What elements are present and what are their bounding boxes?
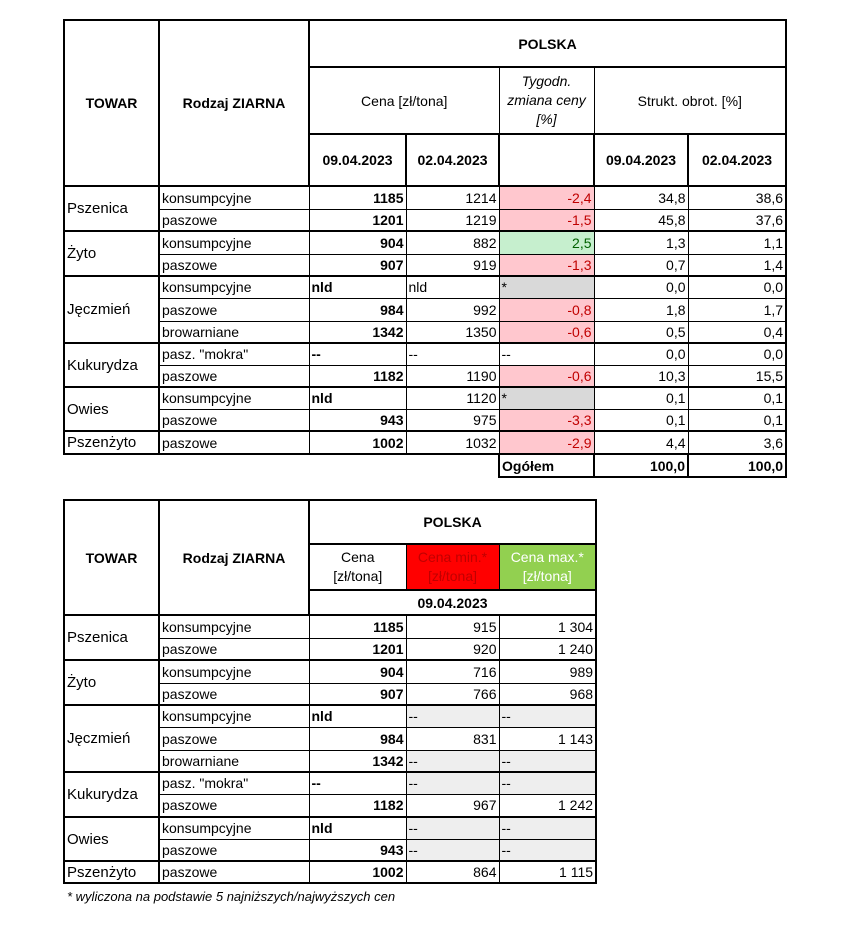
- cell-towar: Owies: [64, 817, 159, 861]
- price-range-table: [63, 499, 597, 884]
- table-row: [64, 186, 786, 209]
- cell-strukt-current: 0,1: [594, 387, 688, 409]
- cell-towar: Żyto: [64, 231, 159, 276]
- header-cena-min: [406, 544, 499, 590]
- price-table-weekly-body: [64, 186, 786, 477]
- cell-cena: 1182: [309, 794, 406, 817]
- table-row: [64, 615, 596, 638]
- table-row: [64, 660, 596, 683]
- cell-cena-previous: 1032: [406, 431, 499, 454]
- cell-towar: Jęczmień: [64, 705, 159, 772]
- cell-cena-min: 864: [406, 861, 499, 883]
- cell-cena-max: 989: [499, 660, 596, 683]
- cell-strukt-previous: 15,5: [688, 365, 786, 387]
- cell-cena-min: 915: [406, 615, 499, 638]
- cell-strukt-current: 34,8: [594, 186, 688, 209]
- cell-strukt-current: 0,0: [594, 343, 688, 365]
- total-row: [64, 454, 786, 477]
- cell-cena-previous: 1350: [406, 321, 499, 343]
- table-row: [64, 772, 596, 794]
- header-cena-line1: Cena: [341, 549, 375, 566]
- cell-towar: Kukurydza: [64, 343, 159, 387]
- cell-cena-previous: 975: [406, 409, 499, 431]
- cell-cena-previous: 1190: [406, 365, 499, 387]
- cell-cena: 1002: [309, 861, 406, 883]
- total-strukt-previous: 100,0: [688, 454, 786, 477]
- cell-cena: 1201: [309, 638, 406, 660]
- price-range-table-body: [64, 615, 596, 883]
- cell-rodzaj: konsumpcyjne: [159, 231, 309, 254]
- cell-cena-max: --: [499, 750, 596, 772]
- cell-cena: 943: [309, 839, 406, 861]
- cell-cena-max: 1 304: [499, 615, 596, 638]
- cell-zmiana-ceny: -1,5: [499, 209, 594, 231]
- cell-towar: Owies: [64, 387, 159, 431]
- price-table-weekly: [63, 19, 787, 478]
- header-struktura-obrotu: Strukt. obrot. [%]: [594, 67, 786, 134]
- cell-strukt-previous: 0,0: [688, 276, 786, 298]
- total-label: Ogółem: [499, 454, 594, 477]
- cell-rodzaj: konsumpcyjne: [159, 387, 309, 409]
- cell-cena-current: 904: [309, 231, 406, 254]
- cell-cena-current: 1201: [309, 209, 406, 231]
- cell-rodzaj: paszowe: [159, 727, 309, 750]
- cell-cena: 907: [309, 683, 406, 705]
- cell-cena-min: 831: [406, 727, 499, 750]
- cell-cena-previous: 919: [406, 254, 499, 276]
- cell-zmiana-ceny: -2,9: [499, 431, 594, 454]
- cell-cena-previous: 992: [406, 298, 499, 321]
- cell-rodzaj: konsumpcyjne: [159, 660, 309, 683]
- table-row: [64, 231, 786, 254]
- cell-towar: Pszenica: [64, 186, 159, 231]
- table-row: [64, 817, 596, 839]
- cell-cena-previous: --: [406, 343, 499, 365]
- header-max-line1: Cena max.*: [510, 549, 584, 566]
- total-row-spacer: [64, 454, 499, 477]
- cell-cena-max: 1 240: [499, 638, 596, 660]
- cell-cena-previous: 882: [406, 231, 499, 254]
- cell-rodzaj: paszowe: [159, 209, 309, 231]
- cell-cena-min: --: [406, 817, 499, 839]
- cell-cena-current: nld: [309, 276, 406, 298]
- cell-strukt-previous: 37,6: [688, 209, 786, 231]
- header-rodzaj-ziarna: Rodzaj ZIARNA: [159, 20, 309, 186]
- cell-zmiana-ceny: -3,3: [499, 409, 594, 431]
- cell-cena: nld: [309, 817, 406, 839]
- cell-cena-current: 984: [309, 298, 406, 321]
- cell-rodzaj: paszowe: [159, 254, 309, 276]
- cell-rodzaj: konsumpcyjne: [159, 705, 309, 727]
- table-row: [64, 298, 786, 321]
- cell-strukt-previous: 0,0: [688, 343, 786, 365]
- cell-strukt-previous: 0,1: [688, 387, 786, 409]
- cell-cena-current: 1185: [309, 186, 406, 209]
- cell-rodzaj: paszowe: [159, 861, 309, 883]
- table-row: [64, 254, 786, 276]
- cell-strukt-previous: 0,1: [688, 409, 786, 431]
- cell-zmiana-ceny: -0,8: [499, 298, 594, 321]
- cell-cena-min: --: [406, 705, 499, 727]
- cell-strukt-current: 1,8: [594, 298, 688, 321]
- cell-rodzaj: pasz. "mokra": [159, 772, 309, 794]
- cell-zmiana-ceny: --: [499, 343, 594, 365]
- cell-cena: nld: [309, 705, 406, 727]
- table-row: [64, 365, 786, 387]
- header-polska: POLSKA: [309, 20, 786, 67]
- header-rodzaj-ziarna: Rodzaj ZIARNA: [159, 500, 309, 615]
- cell-strukt-current: 10,3: [594, 365, 688, 387]
- cell-rodzaj: paszowe: [159, 409, 309, 431]
- header-towar: TOWAR: [64, 20, 159, 186]
- cell-cena: 1185: [309, 615, 406, 638]
- header-date-cena-current: 09.04.2023: [309, 134, 406, 186]
- header-tygodniowa-zmiana: [499, 67, 594, 134]
- cell-cena-min: --: [406, 839, 499, 861]
- header-date: 09.04.2023: [309, 590, 596, 615]
- header-polska: POLSKA: [309, 500, 596, 544]
- cell-cena: --: [309, 772, 406, 794]
- cell-cena-max: --: [499, 772, 596, 794]
- table-row: [64, 321, 786, 343]
- cell-rodzaj: paszowe: [159, 794, 309, 817]
- cell-cena-current: 1002: [309, 431, 406, 454]
- cell-strukt-previous: 3,6: [688, 431, 786, 454]
- cell-cena-previous: 1120: [406, 387, 499, 409]
- cell-zmiana-ceny: -2,4: [499, 186, 594, 209]
- cell-cena-previous: nld: [406, 276, 499, 298]
- table-row: [64, 276, 786, 298]
- table-row: [64, 861, 596, 883]
- header-cena-line2: [zł/tona]: [333, 568, 383, 584]
- cell-strukt-current: 0,5: [594, 321, 688, 343]
- cell-strukt-previous: 1,7: [688, 298, 786, 321]
- cell-cena-min: 766: [406, 683, 499, 705]
- cell-rodzaj: paszowe: [159, 431, 309, 454]
- cell-towar: Pszenica: [64, 615, 159, 660]
- cell-strukt-current: 0,0: [594, 276, 688, 298]
- cell-rodzaj: paszowe: [159, 638, 309, 660]
- cell-cena-max: --: [499, 817, 596, 839]
- table-row: [64, 431, 786, 454]
- table-row: [64, 209, 786, 231]
- header-date-strukt-current: 09.04.2023: [594, 134, 688, 186]
- cell-cena-max: --: [499, 839, 596, 861]
- cell-rodzaj: konsumpcyjne: [159, 186, 309, 209]
- cell-towar: Pszenżyto: [64, 431, 159, 454]
- cell-strukt-previous: 1,1: [688, 231, 786, 254]
- cell-cena-current: 943: [309, 409, 406, 431]
- header-date-cena-previous: 02.04.2023: [406, 134, 499, 186]
- cell-rodzaj: paszowe: [159, 683, 309, 705]
- cell-rodzaj: konsumpcyjne: [159, 615, 309, 638]
- header-cena: [309, 544, 406, 590]
- cell-cena-max: 968: [499, 683, 596, 705]
- cell-rodzaj: browarniane: [159, 750, 309, 772]
- cell-zmiana-ceny: *: [499, 387, 594, 409]
- cell-rodzaj: paszowe: [159, 298, 309, 321]
- cell-cena-min: 716: [406, 660, 499, 683]
- cell-cena-min: 967: [406, 794, 499, 817]
- cell-towar: Pszenżyto: [64, 861, 159, 883]
- header-max-line2: [zł/tona]: [522, 568, 572, 584]
- header-empty-cell: [499, 134, 594, 186]
- cell-strukt-current: 1,3: [594, 231, 688, 254]
- header-towar: TOWAR: [64, 500, 159, 615]
- cell-cena-min: --: [406, 750, 499, 772]
- header-date-strukt-previous: 02.04.2023: [688, 134, 786, 186]
- cell-strukt-current: 0,1: [594, 409, 688, 431]
- cell-cena-max: 1 115: [499, 861, 596, 883]
- cell-rodzaj: paszowe: [159, 365, 309, 387]
- cell-zmiana-ceny: -0,6: [499, 321, 594, 343]
- cell-cena-min: 920: [406, 638, 499, 660]
- cell-zmiana-ceny: 2,5: [499, 231, 594, 254]
- cell-cena: 1342: [309, 750, 406, 772]
- header-cena-max: [499, 544, 596, 590]
- header-tyg-line2: zmiana ceny: [507, 92, 586, 109]
- table-row: [64, 409, 786, 431]
- total-strukt-current: 100,0: [594, 454, 688, 477]
- cell-cena-current: 1182: [309, 365, 406, 387]
- header-cena: Cena [zł/tona]: [309, 67, 499, 134]
- cell-strukt-previous: 38,6: [688, 186, 786, 209]
- cell-cena-previous: 1219: [406, 209, 499, 231]
- table-row: [64, 705, 596, 727]
- cell-rodzaj: konsumpcyjne: [159, 276, 309, 298]
- cell-strukt-current: 4,4: [594, 431, 688, 454]
- table-row: [64, 387, 786, 409]
- header-min-line2: [zł/tona]: [427, 568, 478, 584]
- cell-strukt-current: 0,7: [594, 254, 688, 276]
- cell-strukt-current: 45,8: [594, 209, 688, 231]
- cell-cena-min: --: [406, 772, 499, 794]
- cell-rodzaj: paszowe: [159, 839, 309, 861]
- cell-cena-previous: 1214: [406, 186, 499, 209]
- cell-cena-current: 907: [309, 254, 406, 276]
- cell-cena-current: --: [309, 343, 406, 365]
- cell-cena-current: nld: [309, 387, 406, 409]
- cell-towar: Jęczmień: [64, 276, 159, 343]
- footnote: * wyliczona na podstawie 5 najniższych/najwyższych cen: [67, 889, 396, 904]
- cell-zmiana-ceny: -1,3: [499, 254, 594, 276]
- header-min-line1: Cena min.*: [417, 549, 488, 566]
- cell-rodzaj: konsumpcyjne: [159, 817, 309, 839]
- table-row: [64, 343, 786, 365]
- cell-zmiana-ceny: -0,6: [499, 365, 594, 387]
- cell-towar: Żyto: [64, 660, 159, 705]
- cell-rodzaj: browarniane: [159, 321, 309, 343]
- cell-zmiana-ceny: *: [499, 276, 594, 298]
- header-tyg-line1: Tygodn.: [521, 73, 572, 90]
- cell-cena-max: 1 242: [499, 794, 596, 817]
- cell-strukt-previous: 0,4: [688, 321, 786, 343]
- cell-strukt-previous: 1,4: [688, 254, 786, 276]
- cell-cena: 904: [309, 660, 406, 683]
- cell-cena-current: 1342: [309, 321, 406, 343]
- cell-cena: 984: [309, 727, 406, 750]
- cell-rodzaj: pasz. "mokra": [159, 343, 309, 365]
- cell-cena-max: --: [499, 705, 596, 727]
- header-tyg-line3: [%]: [536, 110, 557, 127]
- cell-cena-max: 1 143: [499, 727, 596, 750]
- cell-towar: Kukurydza: [64, 772, 159, 817]
